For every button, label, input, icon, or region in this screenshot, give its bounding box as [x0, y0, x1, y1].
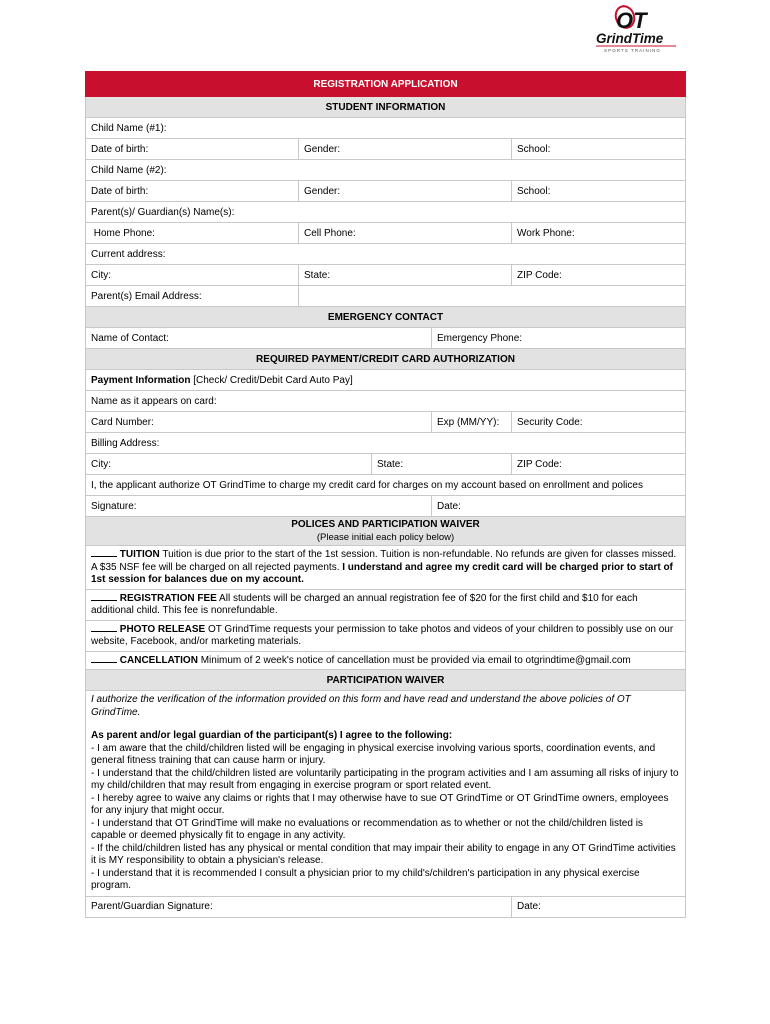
payment-info-options: [Check/ Credit/Debit Card Auto Pay] [190, 374, 353, 386]
registration-fee-label: REGISTRATION FEE [119, 592, 217, 604]
waiver-date-field[interactable]: Date: [512, 896, 686, 917]
photo-release-label: PHOTO RELEASE [119, 623, 206, 635]
tuition-policy [86, 546, 686, 590]
work-phone-field[interactable]: Work Phone: [512, 223, 686, 244]
name-on-card-field[interactable]: Name as it appears on card: [86, 391, 686, 412]
waiver-item: - I understand that OT GrindTime will make no evaluations or recommendation as to whether or not the child/children listed is capable or deemed physically fit to engage in any activity. [91, 817, 643, 841]
photo-initial-blank[interactable] [91, 623, 117, 632]
policies-heading-cell [86, 517, 686, 546]
emergency-phone-field[interactable]: Emergency Phone: [432, 328, 686, 349]
payment-date-field[interactable]: Date: [432, 496, 686, 517]
child1-dob-field[interactable]: Date of birth: [86, 139, 299, 160]
student-zip-field[interactable]: ZIP Code: [512, 265, 686, 286]
card-authorization-text: I, the applicant authorize OT GrindTime to charge my credit card for charges on my account based on enrollment and polices [86, 475, 686, 496]
waiver-agree-heading: As parent and/or legal guardian of the participant(s) I agree to the following: [91, 730, 453, 741]
waiver-heading: PARTICIPATION WAIVER [86, 670, 686, 691]
registration-fee-policy [86, 589, 686, 620]
waiver-item: - I understand that the child/children listed are voluntarily participating in the program activities and I am assuming all risks of injury to my child/children that may result from engaging in exercise program or sport related event. [91, 767, 679, 791]
cancellation-initial-blank[interactable] [91, 654, 117, 663]
parent-email-label: Parent(s) Email Address: [86, 286, 299, 307]
security-code-field[interactable]: Security Code: [512, 412, 686, 433]
policies-heading: POLICES AND PARTICIPATION WAIVER [291, 519, 480, 530]
child2-school-field[interactable]: School: [512, 181, 686, 202]
child1-school-field[interactable]: School: [512, 139, 686, 160]
tuition-initial-blank[interactable] [91, 548, 117, 557]
logo-initials: OT [616, 8, 647, 33]
guardian-names-field[interactable]: Parent(s)/ Guardian(s) Name(s): [86, 202, 686, 223]
ot-grindtime-logo [594, 4, 678, 56]
current-address-field[interactable]: Current address: [86, 244, 686, 265]
logo-tagline: SPORTS TRAINING [604, 48, 661, 53]
billing-zip-field[interactable]: ZIP Code: [512, 454, 686, 475]
cancellation-text: Minimum of 2 week's notice of cancellation must be provided via email to otgrindtime@gmail.com [197, 654, 631, 666]
logo-name: GrindTime [596, 31, 664, 46]
tuition-text: Tuition is due prior to the start of the 1st session. Tuition is non-refundable. No refunds are given for classes missed. A $35 NSF fee will be charged on all rejected payments. [91, 549, 677, 573]
photo-release-text: OT GrindTime requests your permission to take photos and videos of your children to possibly use on our website, Facebook, and/or marketing materials. [91, 623, 674, 647]
child2-dob-field[interactable]: Date of birth: [86, 181, 299, 202]
policies-subheading: (Please initial each policy below) [316, 532, 455, 543]
waiver-item: - I understand that it is recommended I consult a physician prior to my child's/children's participation in any physical exercise program. [91, 867, 640, 891]
home-phone-field[interactable]: Home Phone: [86, 223, 299, 244]
card-exp-field[interactable]: Exp (MM/YY): [432, 412, 512, 433]
student-info-heading: STUDENT INFORMATION [86, 97, 686, 118]
waiver-item: - I hereby agree to waive any claims or rights that I may otherwise have to sue OT GrindTime or OT GrindTime owners, employees for any injury that might occur. [91, 792, 669, 816]
waiver-item: - I am aware that the child/children listed will be engaging in physical exercise involving various sports, coordination events, and general fitness training that can cause harm or injury. [91, 742, 656, 766]
student-city-field[interactable]: City: [86, 265, 299, 286]
form-title: REGISTRATION APPLICATION [86, 72, 686, 97]
payment-heading: REQUIRED PAYMENT/CREDIT CARD AUTHORIZATION [86, 349, 686, 370]
billing-city-field[interactable]: City: [86, 454, 372, 475]
student-state-field[interactable]: State: [299, 265, 512, 286]
waiver-intro: I authorize the verification of the information provided on this form and have read and understand the above policies of OT GrindTime. [91, 694, 631, 718]
billing-address-field[interactable]: Billing Address: [86, 433, 686, 454]
registration-initial-blank[interactable] [91, 592, 117, 601]
cell-phone-field[interactable]: Cell Phone: [299, 223, 512, 244]
photo-release-policy [86, 620, 686, 651]
parent-email-field[interactable] [299, 286, 686, 307]
billing-state-field[interactable]: State: [372, 454, 512, 475]
emergency-contact-name-field[interactable]: Name of Contact: [86, 328, 432, 349]
child1-gender-field[interactable]: Gender: [299, 139, 512, 160]
waiver-item: - If the child/children listed has any physical or mental condition that may impair their ability to engage in any OT GrindTime activities it is MY responsibility to obtain a physician's release. [91, 842, 676, 866]
registration-fee-text: All students will be charged an annual registration fee of $20 for the first child and $10 for each additional child. This fee is nonrefundable. [91, 592, 638, 616]
cancellation-policy [86, 651, 686, 670]
waiver-body [86, 691, 686, 897]
guardian-signature-field[interactable]: Parent/Guardian Signature: [86, 896, 512, 917]
payment-info-row [86, 370, 686, 391]
child2-name-field[interactable]: Child Name (#2): [86, 160, 686, 181]
tuition-agreement: I understand and agree my credit card will be charged prior to start of 1st session for balances due on my account. [91, 561, 673, 585]
tuition-label: TUITION [119, 549, 160, 560]
payment-info-label: Payment Information [91, 374, 191, 386]
registration-form [85, 71, 686, 918]
card-number-field[interactable]: Card Number: [86, 412, 432, 433]
payment-signature-field[interactable]: Signature: [86, 496, 432, 517]
child1-name-field[interactable]: Child Name (#1): [86, 118, 686, 139]
cancellation-label: CANCELLATION [119, 654, 198, 666]
child2-gender-field[interactable]: Gender: [299, 181, 512, 202]
emergency-contact-heading: EMERGENCY CONTACT [86, 307, 686, 328]
